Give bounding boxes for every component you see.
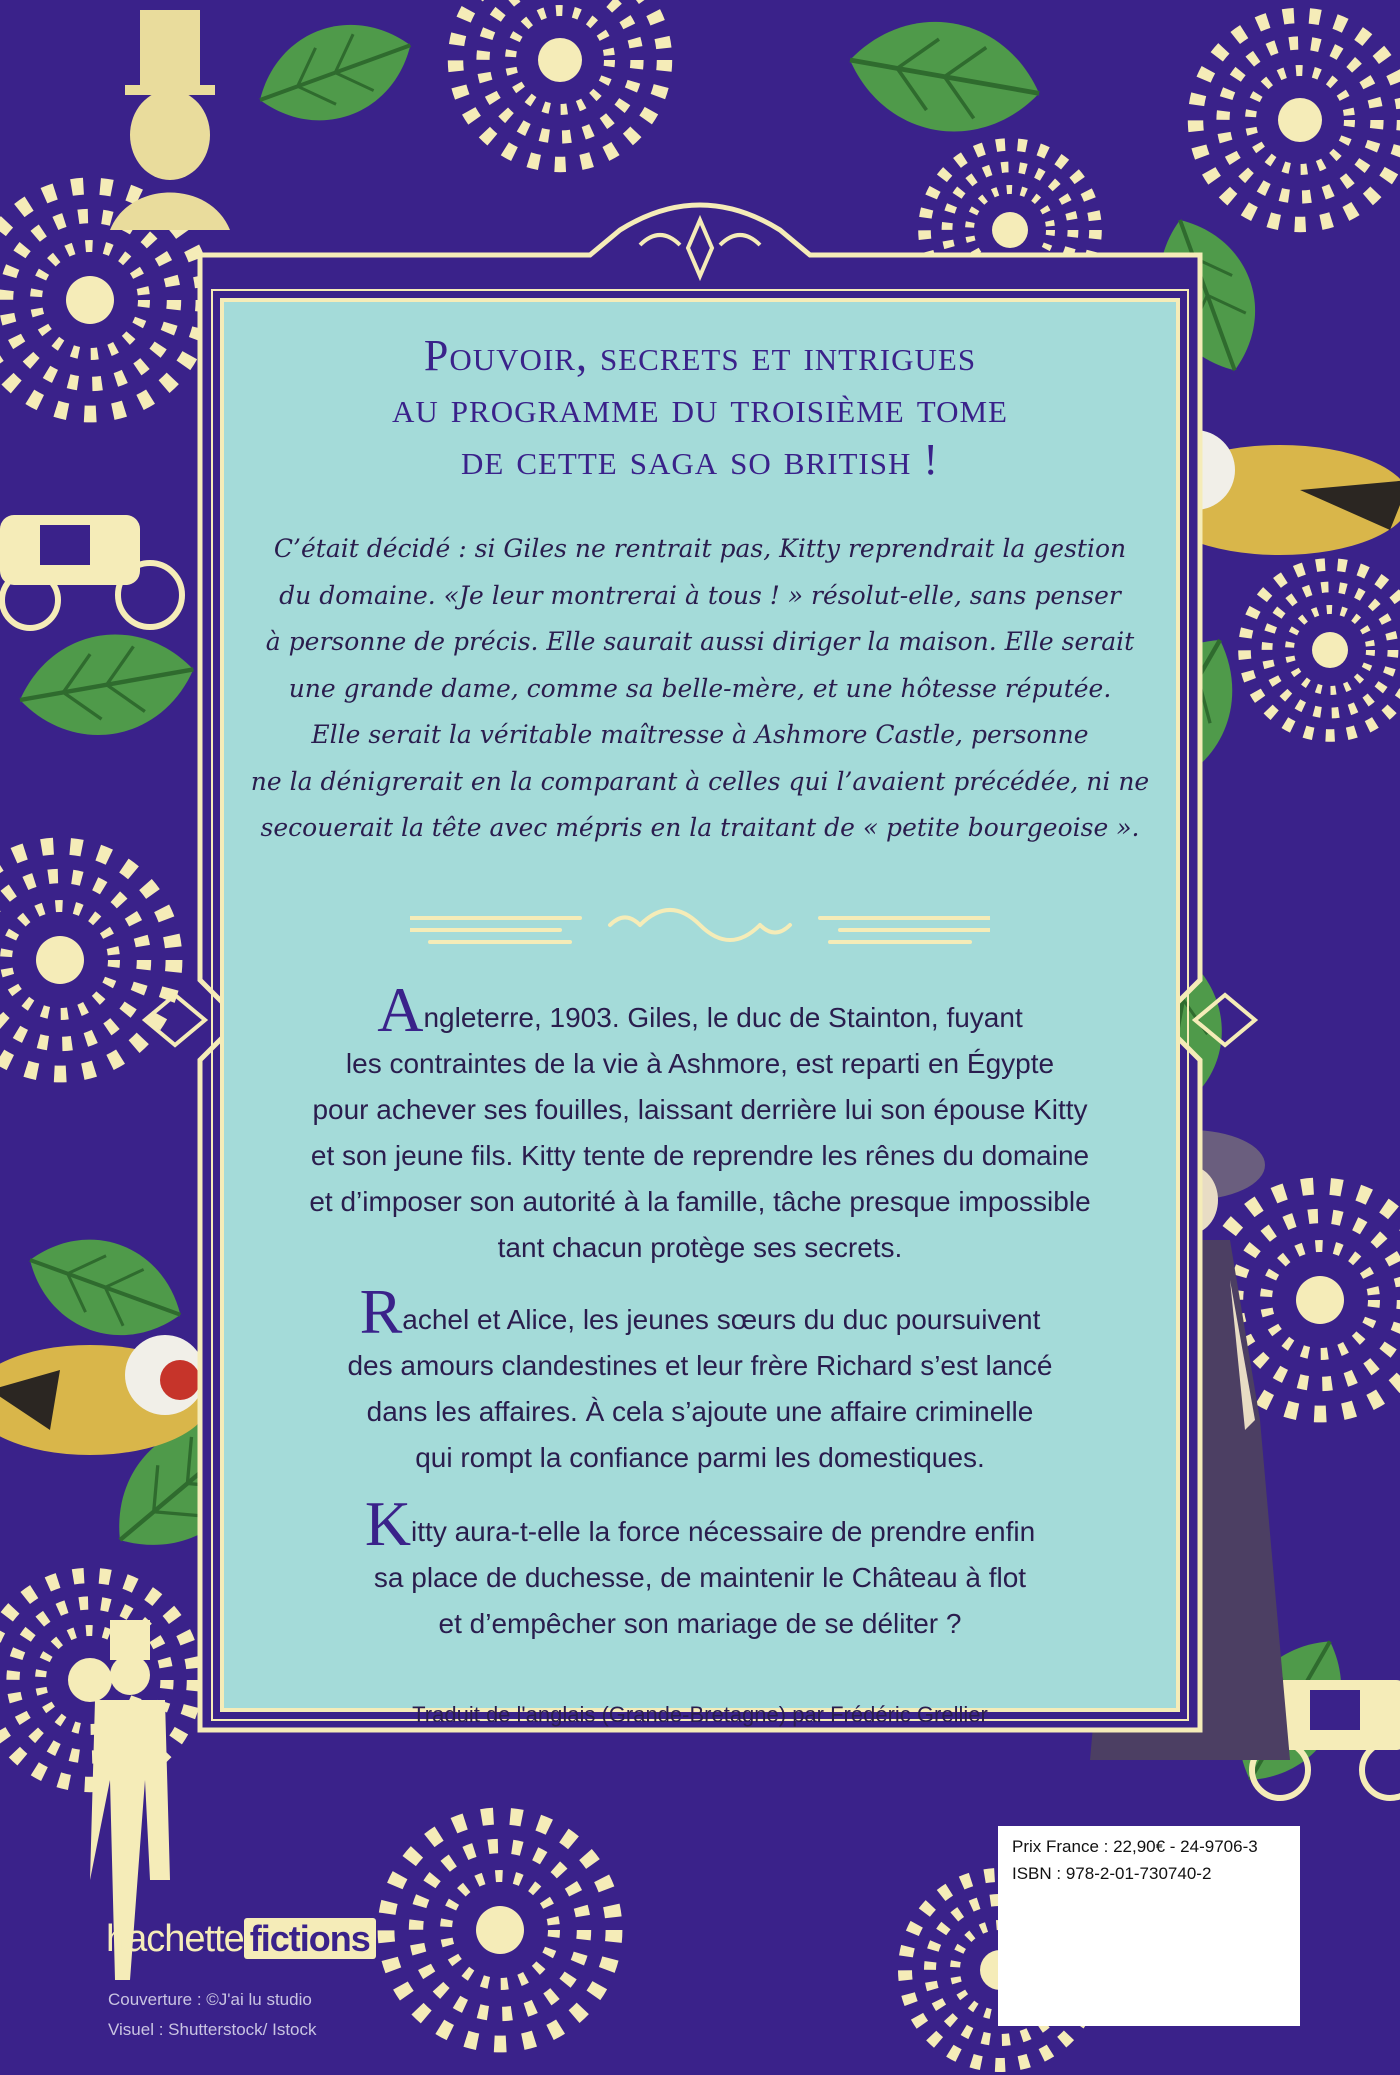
summary-paragraph-1 <box>230 974 1170 1271</box>
price-isbn-box <box>998 1826 1300 2026</box>
drop-cap: R <box>359 1276 403 1347</box>
drop-cap: A <box>377 974 424 1045</box>
summary-line: et d’imposer son autorité à la famille, tâche presque impossible <box>309 1186 1091 1217</box>
isbn-label: ISBN : 978-2-01-730740-2 <box>1012 1864 1212 1883</box>
summary-line: et d’empêcher son mariage de se déliter ? <box>438 1608 962 1639</box>
drop-cap: K <box>364 1488 412 1559</box>
back-cover-text-panel <box>230 300 1170 1740</box>
summary-line: les contraintes de la vie à Ashmore, est reparti en Égypte <box>345 1048 1055 1079</box>
visual-credit: Visuel : Shutterstock/ Istock <box>108 2020 317 2039</box>
summary-line: achel et Alice, les jeunes sœurs du duc poursuivent <box>402 1304 1041 1335</box>
publisher-name-part2: fictions <box>244 1918 376 1959</box>
summary-line: tant chacun protège ses secrets. <box>497 1232 903 1263</box>
excerpt-line: C’était décidé : si Giles ne rentrait pas, Kitty reprendrait la gestion <box>273 534 1127 563</box>
tagline-line: au programme du troisième tome <box>392 383 1008 432</box>
summary-line: itty aura-t-elle la force nécessaire de prendre enfin <box>411 1516 1036 1547</box>
excerpt-line: ne la dénigrerait en la comparant à celles qui l’avaient précédée, ni ne <box>250 766 1150 796</box>
publisher-logo <box>106 1918 376 1961</box>
tagline-line: Pouvoir, secrets et intrigues <box>423 331 977 380</box>
summary-line: et son jeune fils. Kitty tente de reprendre les rênes du domaine <box>310 1140 1090 1171</box>
translation-credit: Traduit de l'anglais (Grande-Bretagne) par Frédéric Grellier <box>412 1702 988 1727</box>
summary-line: dans les affaires. À cela s’ajoute une affaire criminelle <box>366 1396 1034 1427</box>
excerpt-line: à personne de précis. Elle saurait aussi diriger la maison. Elle serait <box>265 627 1135 656</box>
summary-line: pour achever ses fouilles, laissant derrière lui son épouse Kitty <box>312 1094 1088 1125</box>
summary-line: qui rompt la confiance parmi les domestiques. <box>415 1442 985 1473</box>
price-label: Prix France : 22,90€ - 24-9706-3 <box>1012 1837 1258 1856</box>
excerpt-line: du domaine. «Je leur montrerai à tous ! » résolut-elle, sans penser <box>279 580 1121 610</box>
excerpt-line: une grande dame, comme sa belle-mère, et une hôtesse réputée. <box>288 673 1112 703</box>
flourish-divider <box>410 900 990 950</box>
cover-credit: Couverture : ©J'ai lu studio <box>108 1990 312 2009</box>
summary-line: des amours clandestines et leur frère Richard s’est lancé <box>347 1350 1053 1381</box>
summary-paragraph-2 <box>230 1276 1170 1481</box>
side-diamond-left <box>145 995 205 1045</box>
excerpt-line: Elle serait la véritable maîtresse à Ashmore Castle, personne <box>311 720 1089 749</box>
summary-line: ngleterre, 1903. Giles, le duc de Stainton, fuyant <box>423 1002 1023 1033</box>
summary-paragraph-3 <box>230 1488 1170 1647</box>
tagline <box>230 330 1170 486</box>
book-excerpt <box>230 526 1170 852</box>
tagline-line: de cette saga so british ! <box>461 435 939 484</box>
excerpt-line: secouerait la tête avec mépris en la traitant de « petite bourgeoise ». <box>260 813 1140 842</box>
summary-line: sa place de duchesse, de maintenir le Château à flot <box>373 1562 1027 1593</box>
publisher-name-part1: hachette <box>106 1918 244 1960</box>
side-diamond-right <box>1195 995 1255 1045</box>
